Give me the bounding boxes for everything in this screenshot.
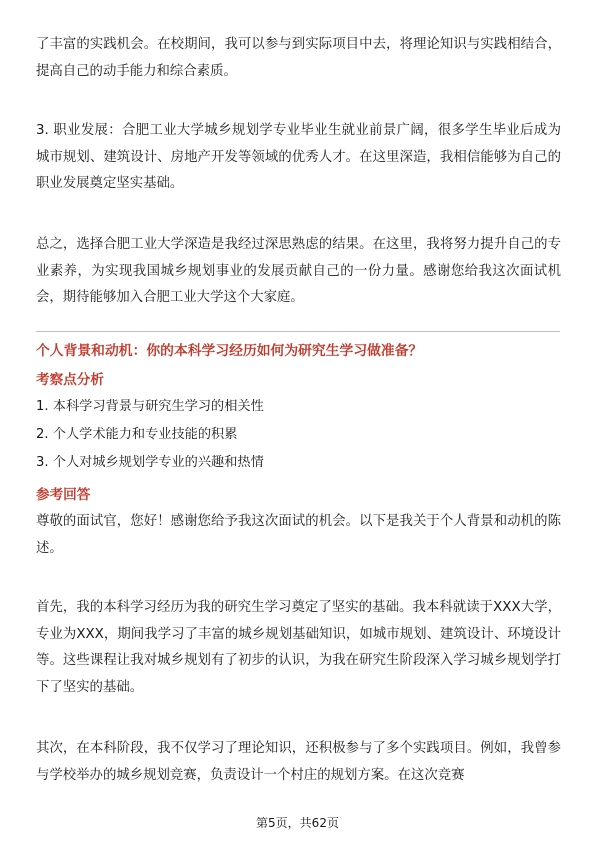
answer-paragraph-practice-projects: 其次，在本科阶段，我不仅学习了理论知识，还积极参与了多个实践项目。例如，我曾参与学校举办的城乡规划竞赛，负责设计一个村庄的规划方案。在这次竞赛 [36, 741, 561, 783]
paragraph-career-development: 3. 职业发展：合肥工业大学城乡规划学专业毕业生就业前景广阔，很多学生毕业后成为城市规划、建筑设计、房地产开发等领域的优秀人才。在这里深造，我相信能够为自己的职业发展奠定坚实基础。 [36, 123, 561, 191]
paragraph-practice-opportunities: 了丰富的实践机会。在校期间，我可以参与到实际项目中去，将理论知识与实践相结合，提高自己的动手能力和综合素质。 [36, 37, 561, 79]
analysis-heading: 考察点分析 [36, 372, 104, 388]
answer-heading: 参考回答 [36, 487, 91, 503]
answer-paragraph-greeting: 尊敬的面试官，您好！感谢您给予我这次面试的机会。以下是我关于个人背景和动机的陈述。 [36, 514, 561, 556]
interview-question: 个人背景和动机：你的本科学习经历如何为研究生学习做准备？ [36, 343, 423, 359]
page-number-footer: 第5页，共62页 [256, 816, 339, 830]
section-divider [36, 331, 560, 332]
answer-paragraph-undergrad-foundation: 首先，我的本科学习经历为我的研究生学习奠定了坚实的基础。我本科就读于XXX大学，专业为XXX，期间我学习了丰富的城乡规划基础知识，如城市规划、建筑设计、环境设计等。这些课程让我对城乡规划有了初步的认识，为我在研究生阶段深入学习城乡规划学打下了坚实的基础。 [36, 600, 561, 695]
paragraph-conclusion: 总之，选择合肥工业大学深造是我经过深思熟虑的结果。在这里，我将努力提升自己的专业素养，为实现我国城乡规划事业的发展贡献自己的一份力量。感谢您给我这次面试机会，期待能够加入合肥工业大学这个大家庭。 [36, 237, 561, 305]
analysis-item: 2. 个人学术能力和专业技能的积累 [36, 427, 238, 442]
analysis-item: 1. 本科学习背景与研究生学习的相关性 [36, 399, 264, 414]
analysis-item: 3. 个人对城乡规划学专业的兴趣和热情 [36, 455, 264, 470]
